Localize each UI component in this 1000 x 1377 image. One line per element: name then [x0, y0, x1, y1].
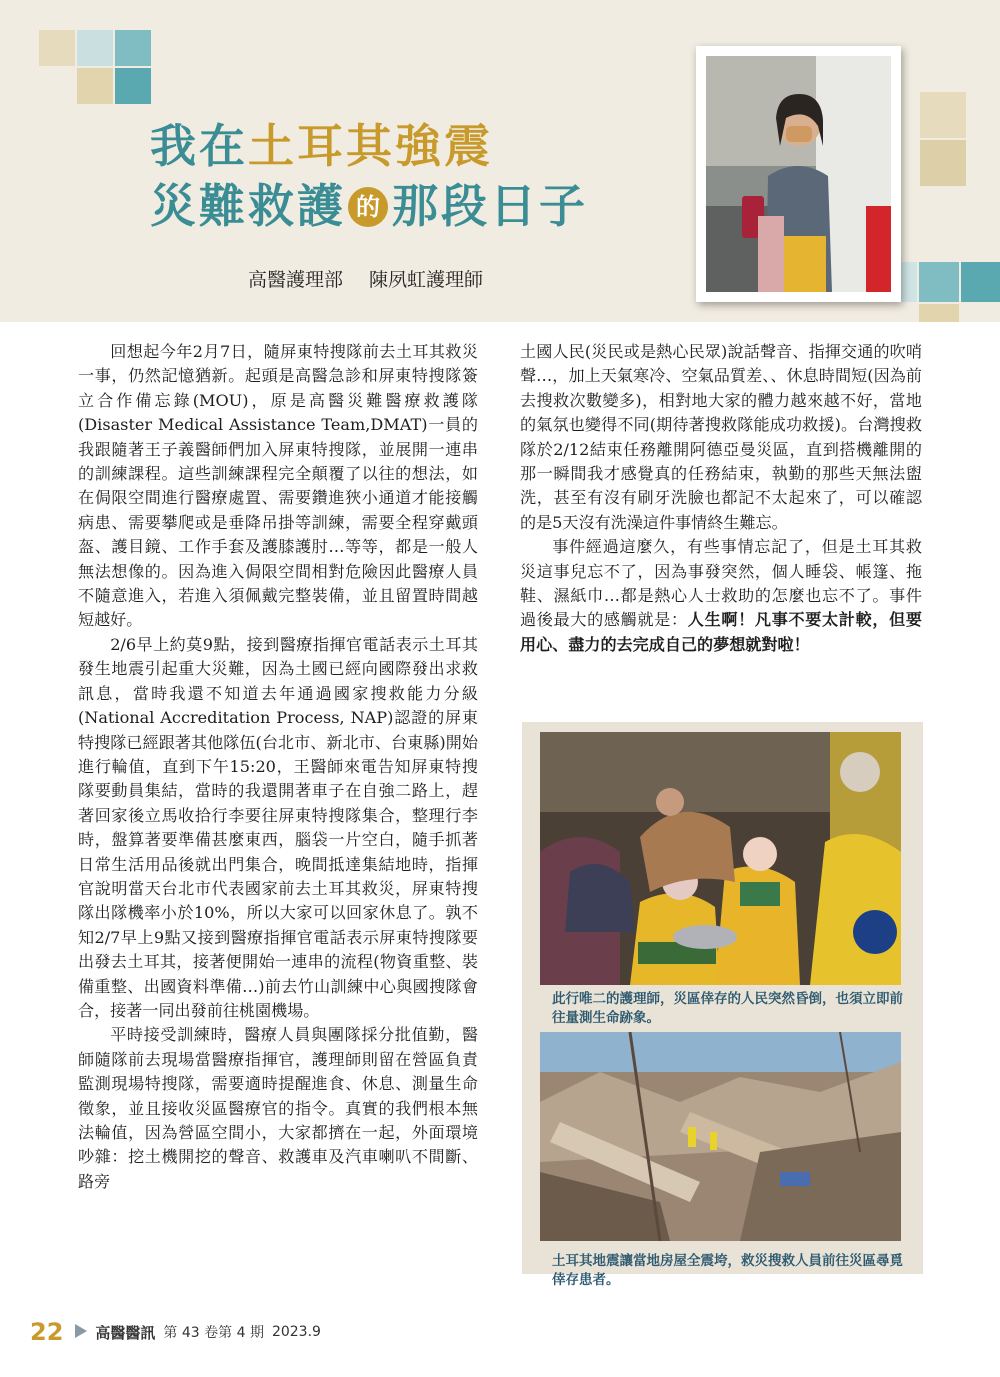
- title-badge: 的: [348, 187, 388, 227]
- conclusion-highlight: 人生啊！凡事不要太計較，但要用心、盡力的去完成自己的夢想就對啦！: [520, 610, 923, 654]
- deco-square: [115, 30, 151, 66]
- body-paragraph: 事件經過這麼久，有些事情忘記了，但是土耳其救災這事兒忘不了，因為事發突然，個人睡袋、帳篷、拖鞋、濕紙巾…都是熱心人士救助的怎麼也忘不了。事件過後最大的感觸就是：人生啊！凡事不要太計較，但要用心、盡力的去完成自己的夢想就對啦！: [520, 537, 923, 654]
- rescue-photo-2: [540, 1032, 901, 1241]
- deco-square: [115, 68, 151, 104]
- portrait-image: [706, 56, 891, 292]
- photo-panel: [522, 722, 923, 1288]
- deco-square: [920, 140, 966, 186]
- deco-square: [920, 92, 966, 138]
- triangle-arrow-icon: [75, 1323, 87, 1342]
- photo-caption-1: 此行唯二的護理師，災區倖存的人民突然昏倒，也須立即前往量測生命跡象。: [552, 991, 903, 1026]
- deco-square: [77, 68, 113, 104]
- magazine-name: 高醫醫訊: [95, 1323, 156, 1342]
- page-footer: [30, 1318, 321, 1346]
- byline: [248, 265, 483, 292]
- deco-square: [961, 262, 1000, 302]
- author-name: 陳夙虹護理師: [369, 269, 484, 291]
- photo-caption-2: 土耳其地震讓當地房屋全震垮，救災搜救人員前往災區尋覓倖存患者。: [552, 1253, 903, 1288]
- article-title-line1: 我在土耳其強震: [150, 119, 493, 173]
- body-paragraph: 2/6早上約莫9點，接到醫療指揮官電話表示土耳其發生地震引起重大災難，因為土國已經向國際發出求救訊息，當時我還不知道去年通過國家搜救能力分級(National Accreditation Process, NAP)認證的屏東特搜隊已經跟著其他隊伍(台北市、新北市、台東縣)開始進行輪值，直到下午15:20，王醫師來電告知屏東特搜隊要動員集結，當時的我還開著車子在自強二路上，趕著回家後立馬收拾行李要往屏東特搜隊集合，整理行李時，盤算著要準備甚麼東西，腦袋一片空白，隨手抓著日常生活用品後就出門集合，晚間抵達集結地時，指揮官說明當天台北市代表國家前去土耳其救災，屏東特搜隊出隊機率小於10%，所以大家可以回家休息了。孰不知2/7早上9點又接到醫療指揮官電話表示屏東特搜隊要出發去土耳其，接著便開始一連串的流程(物資重整、裝備重整、出國資料準備…)前去竹山訓練中心與國搜隊會合，接著一同出發前往桃園機場。: [78, 634, 478, 1020]
- body-paragraph: 回想起今年2月7日，隨屏東特搜隊前去土耳其救災一事，仍然記憶猶新。起頭是高醫急診和屏東特搜隊簽立合作備忘錄(MOU)，原是高醫災難醫療救護隊(Disaster Medical Assistance Team,DMAT)一員的我跟隨著王子義醫師們加入屏東特搜隊，並展開一連串的訓練課程。這些訓練課程完全顛覆了以往的想法，如在侷限空間進行醫療處置、需要鑽進狹小通道才能接觸病患、需要攀爬或是垂降吊掛等訓練，需要全程穿戴頭盔、護目鏡、工作手套及護膝護肘…等等，都是一般人無法想像的。因為進入侷限空間相對危險因此醫療人員不隨意進入，若進入須佩戴完整裝備，並且留置時間越短越好。: [78, 342, 478, 630]
- body-paragraph: 平時接受訓練時，醫療人員與團隊採分批值勤，醫師隨隊前去現場當醫療指揮官，護理師則留在營區負責監測現場特搜隊，需要適時提醒進食、休息、測量生命徵象，並且接收災區醫療官的指令。真實的我們根本無法輪值，因為營區空間小，大家都擠在一起，外面環境吵雜：挖土機開挖的聲音、救護車及汽車喇叭不間斷、路旁: [78, 1025, 478, 1191]
- rescue-photo-1: [540, 732, 901, 985]
- page-number: 22: [30, 1318, 64, 1346]
- issue-date: 2023.9: [271, 1324, 321, 1340]
- issue-number: 第 43 卷第 4 期: [163, 1325, 264, 1341]
- article-title-line2: 災難救護 的 那段日子: [150, 179, 588, 233]
- deco-square: [77, 30, 113, 66]
- author-department: 高醫護理部: [248, 269, 344, 291]
- body-column-right: [520, 340, 922, 657]
- body-paragraph-continued: 土國人民(災民或是熱心民眾)說話聲音、指揮交通的吹哨聲…，加上天氣寒冷、空氣品質差、、休息時間短(因為前去搜救次數變多)，相對地大家的體力越來越不好，當地的氣氛也變得不同(期待著搜救隊能成功救援)。台灣搜救隊於2/12結束任務離開阿德亞曼災區，直到搭機離開的那一瞬間我才感覺真的任務結束，執勤的那些天無法盥洗，甚至有沒有刷牙洗臉也都記不太起來了，可以確認的是5天沒有洗澡這件事情終生難忘。: [520, 342, 922, 532]
- deco-square: [919, 304, 959, 322]
- deco-square: [919, 262, 959, 302]
- body-column-left: [78, 340, 478, 1194]
- deco-square: [39, 30, 75, 66]
- author-portrait: [696, 46, 901, 302]
